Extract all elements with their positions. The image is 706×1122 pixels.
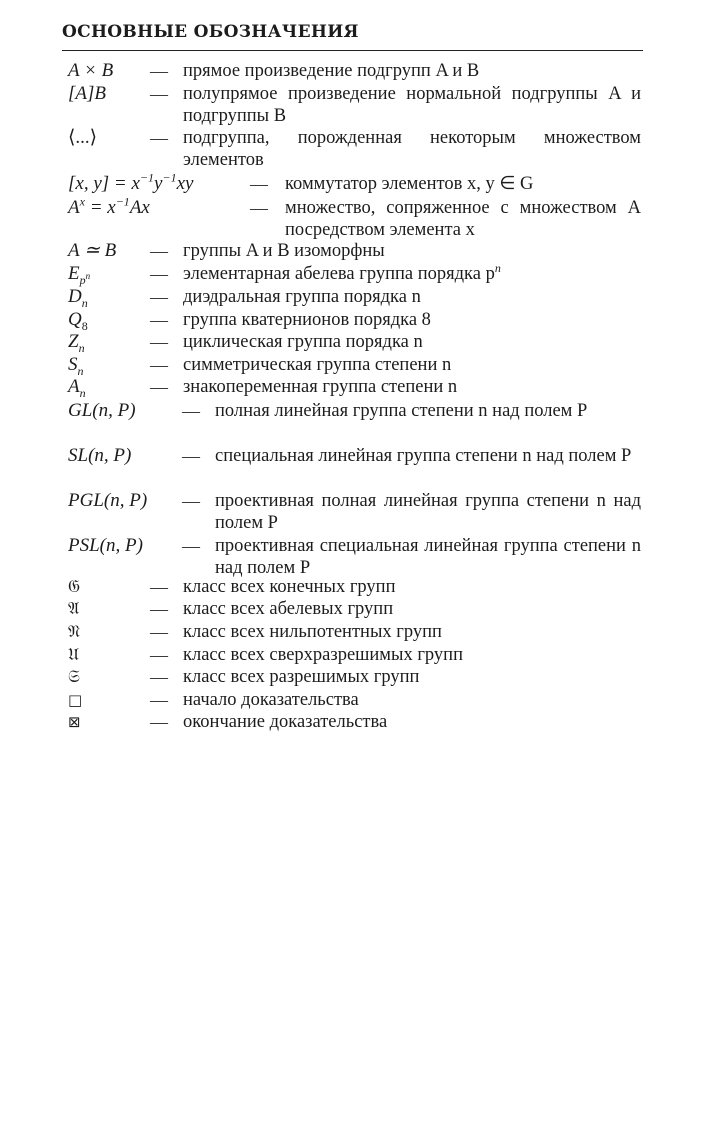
notation-symbol: GL(n, P) [68, 400, 136, 421]
notation-description: проективная специальная линейная группа степени n над полем P [215, 536, 641, 578]
separator-dash: — [150, 712, 168, 732]
notation-symbol: $A^x = x^{-1}Ax$ [68, 194, 150, 218]
notation-description: элементарная абелева группа порядка $p^n$ [183, 260, 501, 284]
notation-symbol: $A_n$ [68, 376, 86, 400]
notation-symbol: 𝔄 [68, 599, 80, 619]
separator-dash: — [150, 310, 168, 330]
notation-symbol: $Q_8$ [68, 309, 88, 333]
notation-description: начало доказательства [183, 690, 359, 710]
notation-description: класс всех конечных групп [183, 577, 396, 597]
separator-dash: — [182, 536, 200, 556]
notation-description: полупрямое произведение нормальной подгруппы A и подгруппы B [183, 84, 641, 126]
separator-dash: — [150, 241, 168, 261]
notation-symbol: PSL(n, P) [68, 535, 143, 556]
separator-dash: — [182, 491, 200, 511]
separator-dash: — [182, 446, 200, 466]
separator-dash: — [150, 599, 168, 619]
notation-description: прямое произведение подгрупп A и B [183, 61, 480, 81]
notation-description: проективная полная линейная группа степени n над полем P [215, 491, 641, 533]
separator-dash: — [182, 401, 200, 421]
notation-description: циклическая группа порядка n [183, 332, 423, 352]
notation-description: специальная линейная группа степени n над полем P [215, 446, 632, 466]
separator-dash: — [250, 198, 268, 218]
proof-start-icon: □ [68, 691, 83, 709]
notation-symbol: $S_n$ [68, 354, 84, 378]
separator-dash: — [150, 264, 168, 284]
notation-description: коммутатор элементов x, y ∈ G [285, 174, 534, 194]
notation-description: множество, сопряженное с множеством A посредством элемента x [285, 198, 641, 240]
notation-symbol: 𝔖 [68, 667, 80, 687]
separator-dash: — [150, 287, 168, 307]
notation-description: группы A и B изоморфны [183, 241, 385, 261]
notation-symbol: A × B [68, 60, 114, 81]
heading-rule [62, 50, 643, 51]
notation-description: группа кватернионов порядка 8 [183, 310, 431, 330]
separator-dash: — [150, 355, 168, 375]
notation-symbol: [A]B [68, 83, 106, 104]
notation-description: класс всех разрешимых групп [183, 667, 420, 687]
separator-dash: — [150, 622, 168, 642]
notation-symbol: 𝔘 [68, 645, 79, 665]
notation-description: симметрическая группа степени n [183, 355, 452, 375]
separator-dash: — [150, 128, 168, 148]
notation-description: диэдральная группа порядка n [183, 287, 421, 307]
notation-description: класс всех нильпотентных групп [183, 622, 442, 642]
notation-symbol: $Z_n$ [68, 331, 85, 355]
notation-description: подгруппа, порожденная некоторым множеством элементов [183, 128, 641, 170]
separator-dash: — [150, 84, 168, 104]
notation-symbol: PGL(n, P) [68, 490, 148, 511]
notation-symbol: $E_{p^n}$ [68, 263, 91, 287]
notation-symbol: 𝔊 [68, 577, 81, 597]
separator-dash: — [150, 332, 168, 352]
notation-description: класс всех сверхразрешимых групп [183, 645, 463, 665]
notation-description: окончание доказательства [183, 712, 388, 732]
notation-description: класс всех абелевых групп [183, 599, 394, 619]
separator-dash: — [150, 667, 168, 687]
proof-end-icon: ⊠ [68, 713, 81, 731]
separator-dash: — [150, 61, 168, 81]
separator-dash: — [150, 645, 168, 665]
notation-symbol: 𝔑 [68, 622, 81, 642]
notation-symbol: [x, $y] = x^{-1}y^{-1}xy$ [68, 170, 194, 194]
notation-symbol: SL(n, P) [68, 445, 132, 466]
separator-dash: — [150, 690, 168, 710]
separator-dash: — [150, 377, 168, 397]
separator-dash: — [150, 577, 168, 597]
notation-description: полная линейная группа степени n над полем P [215, 401, 588, 421]
notation-symbol: ⟨...⟩ [68, 127, 98, 148]
notation-symbol: A ≃ B [68, 240, 117, 261]
section-heading: ОСНОВНЫЕ ОБОЗНАЧЕНИЯ [62, 22, 359, 42]
separator-dash: — [250, 174, 268, 194]
notation-description: знакопеременная группа степени n [183, 377, 458, 397]
notation-symbol: $D_n$ [68, 286, 88, 310]
